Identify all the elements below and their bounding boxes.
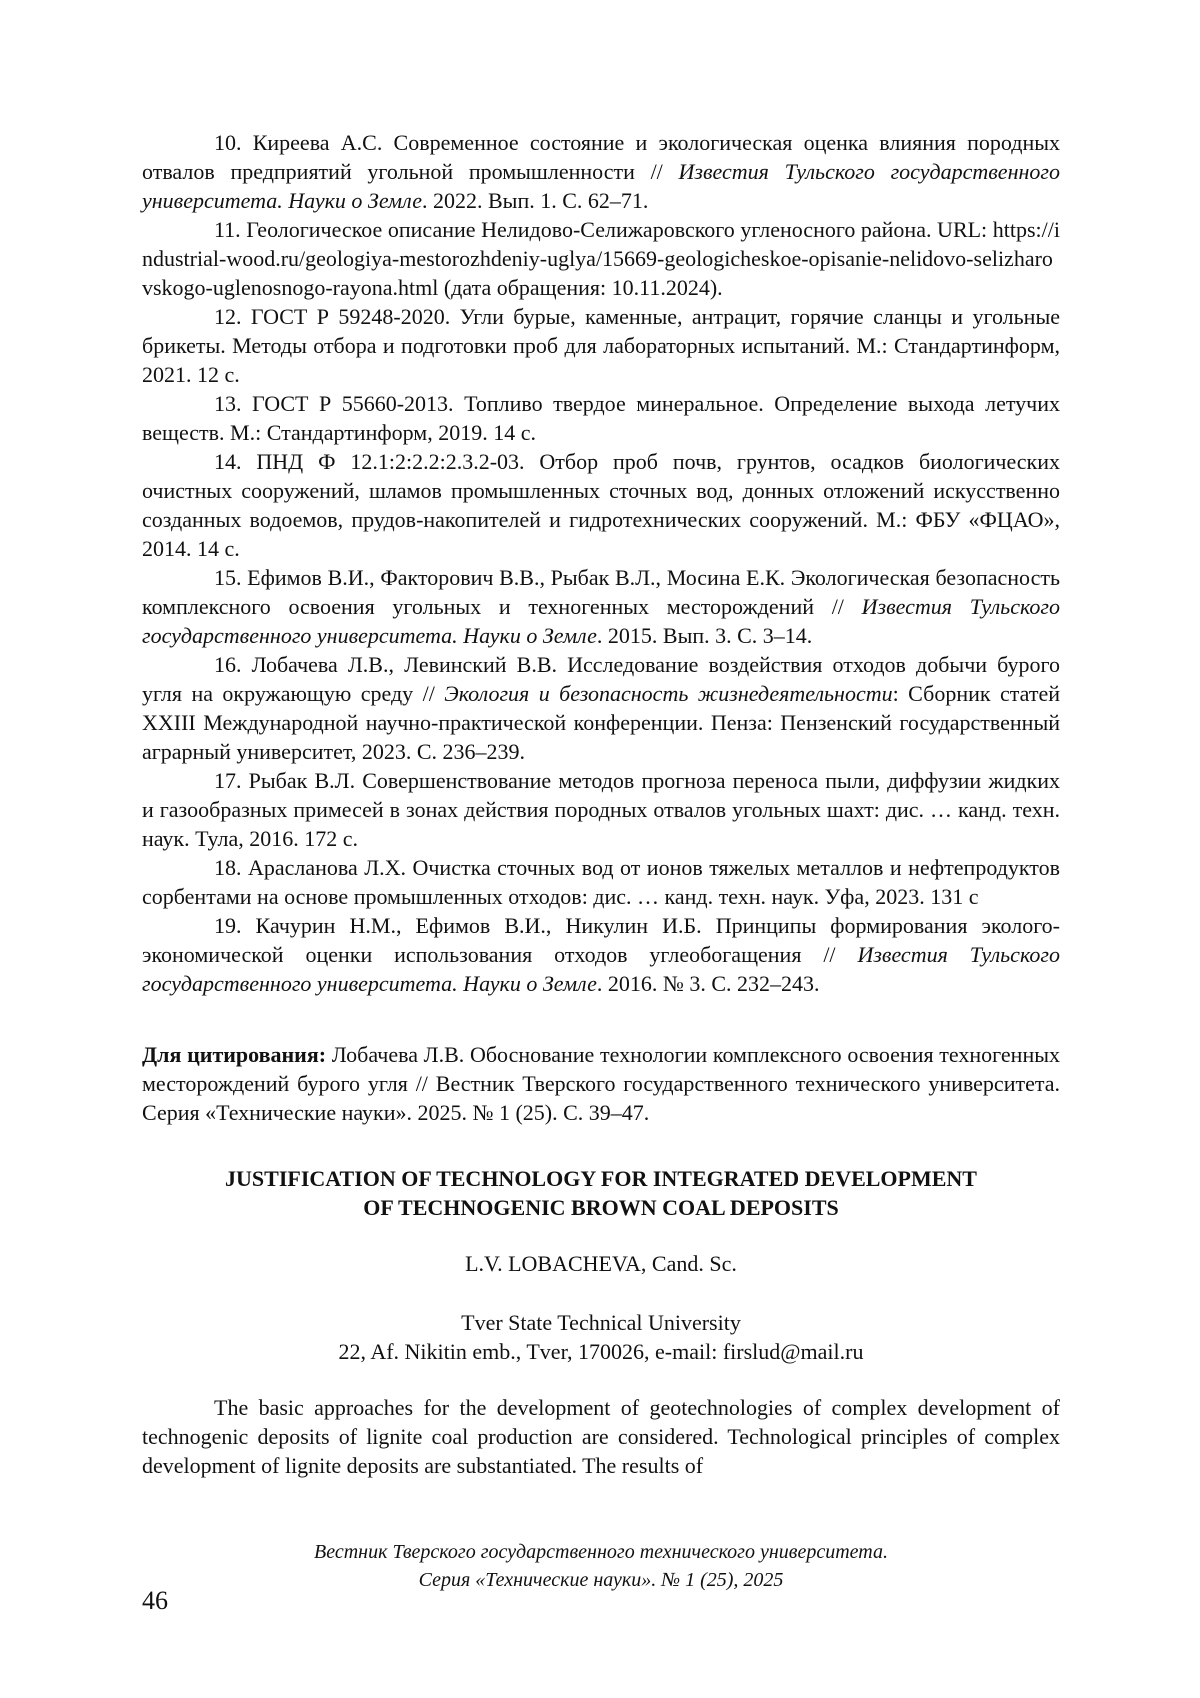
text-run: . 2016. № 3. С. 232–243.	[596, 971, 820, 996]
page-number: 46	[142, 1586, 168, 1615]
page-content	[142, 128, 1060, 1480]
reference-item	[142, 389, 1060, 447]
text-run: (дата обращения: 10.11.2024).	[438, 275, 723, 300]
affiliation-address-email: 22, Af. Nikitin emb., Tver, 170026, e-mail: firslud@mail.ru	[338, 1339, 864, 1364]
reference-url: https://industrial-wood.ru/geologiya-mestorozhdeniy-uglya/15669-geologicheskoe-opisanie-nelidovo-selizharovskogo-uglenosnogo-rayona.html	[142, 217, 1060, 300]
text-run: 16. Лобачева Л.В., Левинский В.В. Исследование воздействия отходов добычи бурого угля на окружающую среду //	[142, 652, 1060, 706]
reference-list	[142, 128, 1060, 998]
reference-item	[142, 911, 1060, 998]
text-run: 10. Киреева А.С. Современное состояние и экологическая оценка влияния породных отвалов предприятий угольной промышленности //	[142, 130, 1060, 184]
text-run: 15. Ефимов В.И., Факторович В.В., Рыбак В.Л., Мосина Е.К. Экологическая безопасность комплексного освоения угольных и техногенных месторождений //	[142, 565, 1060, 619]
text-run: 17. Рыбак В.Л. Совершенствование методов прогноза переноса пыли, диффузии жидких и газообразных примесей в зонах действия породных отвалов угольных шахт: дис. … канд. техн. наук. Тула, 2016. 172 с.	[142, 768, 1060, 851]
affiliation-university: Tver State Technical University	[461, 1310, 741, 1335]
journal-footer-line2: Серия «Технические науки». № 1 (25), 2025	[418, 1569, 784, 1591]
reference-item	[142, 128, 1060, 215]
text-run: Для цитирования:	[142, 1042, 327, 1067]
abstract-paragraph: The basic approaches for the development of geotechnologies of complex development of technogenic deposits of lignite coal production are considered. Technological principles of complex development of lignite deposits are substantiated. The results of	[142, 1395, 1060, 1478]
reference-item	[142, 302, 1060, 389]
reference-item	[142, 215, 1060, 302]
citation-paragraph	[142, 1040, 1060, 1127]
english-title-line1: JUSTIFICATION OF TECHNOLOGY FOR INTEGRATED DEVELOPMENT	[225, 1166, 977, 1191]
reference-item	[142, 766, 1060, 853]
text-run: 11. Геологическое описание Нелидово-Селижаровского угленосного района. URL:	[214, 217, 993, 242]
text-run: . 2015. Вып. 3. С. 3–14.	[596, 623, 813, 648]
text-run: Экология и безопасность жизнедеятельности	[444, 681, 893, 706]
english-title	[142, 1164, 1060, 1222]
text-run: : Сборник статей XXIII Международной научно-практической конференции. Пенза: Пензенский государственный аграрный университет, 2023. С. 236–239.	[142, 681, 1060, 764]
affiliation-block	[142, 1308, 1060, 1366]
text-run: 14. ПНД Ф 12.1:2:2.2:2.3.2-03. Отбор проб почв, грунтов, осадков биологических очистных сооружений, шламов промышленных сточных вод, донных отложений искусственно созданных водоемов, прудов-накопителей и гидротехнических сооружений. М.: ФБУ «ФЦАО», 2014. 14 с.	[142, 449, 1060, 561]
reference-item	[142, 563, 1060, 650]
text-run: 12. ГОСТ Р 59248-2020. Угли бурые, каменные, антрацит, горячие сланцы и угольные брикеты. Методы отбора и подготовки проб для лабораторных испытаний. М.: Стандартинформ, 2021. 12 с.	[142, 304, 1060, 387]
journal-footer-line1: Вестник Тверского государственного технического университета.	[314, 1541, 888, 1563]
text-run: 13. ГОСТ Р 55660-2013. Топливо твердое минеральное. Определение выхода летучих веществ. М.: Стандартинформ, 2019. 14 с.	[142, 391, 1060, 445]
text-run: 19. Качурин Н.М., Ефимов В.И., Никулин И.Б. Принципы формирования эколого-экономической оценки использования отходов углеобогащения //	[142, 913, 1060, 967]
text-run: Известия Тульского государственного университета. Науки о Земле	[142, 159, 1060, 213]
reference-item	[142, 447, 1060, 563]
text-run: Известия Тульского государственного университета. Науки о Земле	[142, 942, 1060, 996]
reference-item	[142, 650, 1060, 766]
text-run: Известия Тульского государственного университета. Науки о Земле	[142, 594, 1060, 648]
reference-item	[142, 853, 1060, 911]
text-run: . 2022. Вып. 1. С. 62–71.	[421, 188, 649, 213]
author-line: L.V. LOBACHEVA, Cand. Sc.	[465, 1251, 737, 1276]
journal-footer	[142, 1538, 1060, 1594]
text-run: Лобачева Л.В. Обоснование технологии комплексного освоения техногенных месторождений бурого угля // Вестник Тверского государственного технического университета. Серия «Технические науки». 2025. № 1 (25). С. 39–47.	[142, 1042, 1060, 1125]
english-title-line2: OF TECHNOGENIC BROWN COAL DEPOSITS	[363, 1195, 839, 1220]
text-run: 18. Арасланова Л.Х. Очистка сточных вод от ионов тяжелых металлов и нефтепродуктов сорбентами на основе промышленных отходов: дис. … канд. техн. наук. Уфа, 2023. 131 с	[142, 855, 1060, 909]
